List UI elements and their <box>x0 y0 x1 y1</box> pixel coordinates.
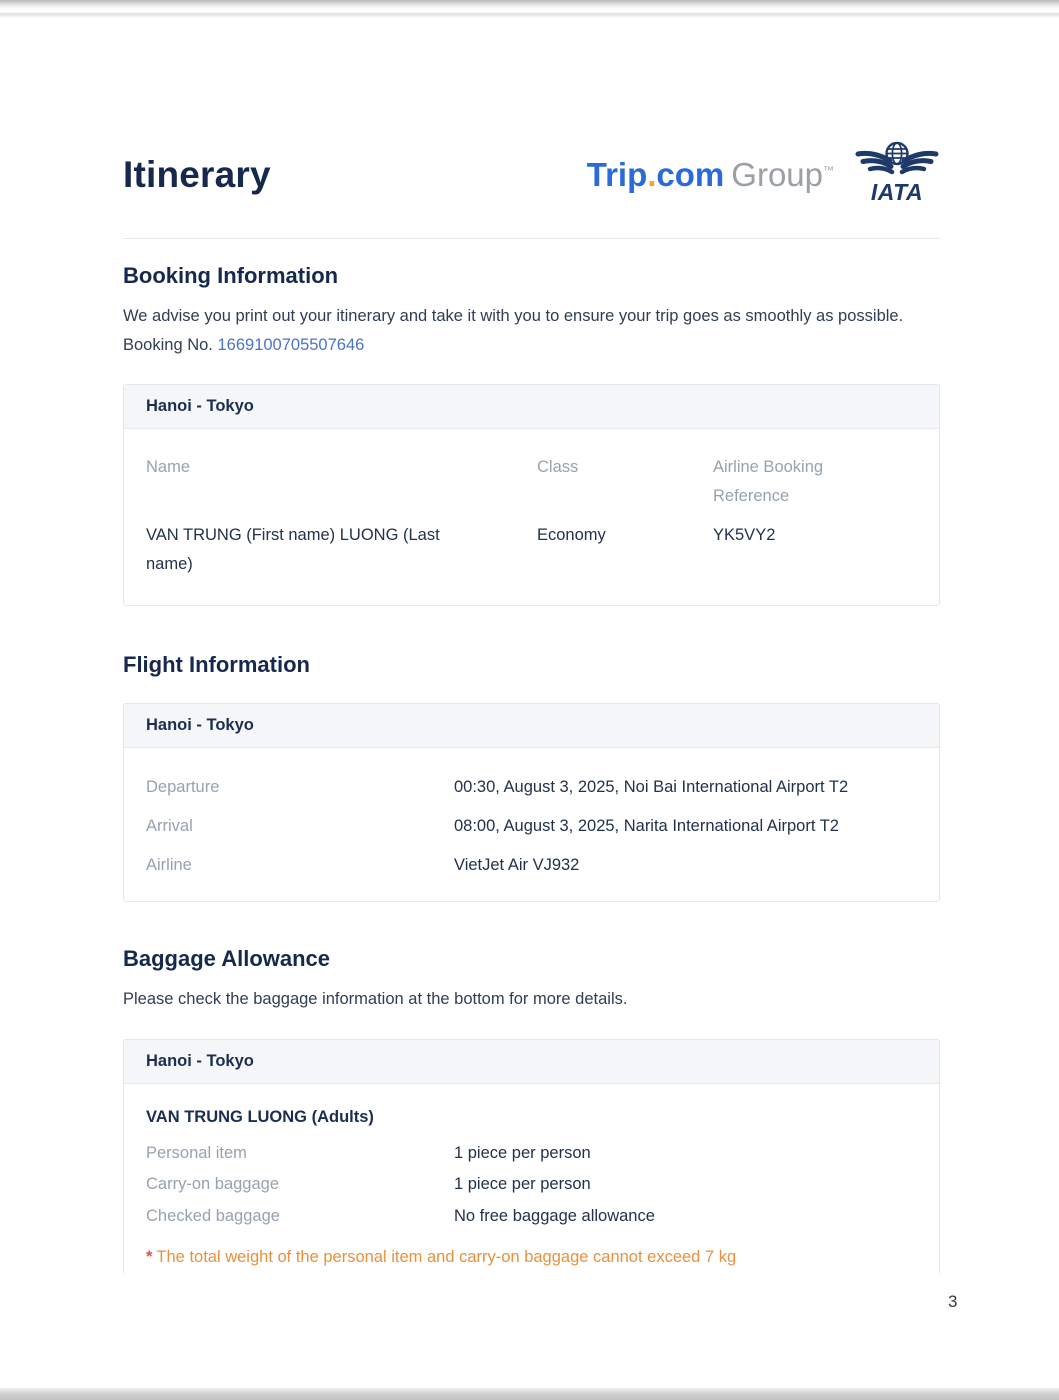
passenger-table-header <box>146 453 917 511</box>
column-header-airline-booking-reference: Airline Booking Reference <box>713 458 824 505</box>
booking-card-route-header: Hanoi - Tokyo <box>124 385 939 429</box>
booking-information-section <box>123 263 940 606</box>
baggage-row-carry-on <box>146 1169 917 1201</box>
passenger-class-cell: Economy <box>537 526 606 544</box>
document-header <box>123 140 940 209</box>
baggage-row-checked <box>146 1201 917 1233</box>
baggage-allowance-section <box>123 946 940 1273</box>
baggage-rows <box>146 1138 917 1233</box>
checked-baggage-value: No free baggage allowance <box>454 1206 655 1225</box>
column-header-name: Name <box>146 458 191 476</box>
carry-on-value: 1 piece per person <box>454 1175 591 1193</box>
scan-edge-bottom <box>0 1388 1059 1400</box>
warning-text: The total weight of the personal item and carry-on baggage cannot exceed 7 kg <box>156 1248 737 1266</box>
print-advice-text: We advise you print out your itinerary and take it with you to ensure your trip goes as smoothly as possible. <box>123 307 904 325</box>
airline-value: VietJet Air VJ932 <box>454 856 580 874</box>
baggage-weight-warning <box>146 1244 917 1270</box>
personal-item-label: Personal item <box>146 1143 247 1162</box>
baggage-card-route-header: Hanoi - Tokyo <box>124 1040 939 1084</box>
column-header-class: Class <box>537 458 579 476</box>
baggage-note-text: Please check the baggage information at the bottom for more details. <box>123 990 628 1008</box>
page-number: 3 <box>948 1292 958 1311</box>
booking-number-label: Booking No. <box>123 335 213 354</box>
passenger-name-cell: VAN TRUNG (First name) LUONG (Last name) <box>146 526 440 573</box>
iata-logo-text: IATA <box>870 179 924 204</box>
booking-number-line <box>123 331 940 360</box>
header-divider <box>123 238 940 239</box>
iata-logo-icon <box>854 140 940 209</box>
warning-asterisk: * <box>146 1248 153 1266</box>
flight-row-arrival <box>146 807 917 846</box>
trip-logo-com: com <box>656 155 725 193</box>
flight-card-body <box>124 748 939 901</box>
trip-com-group-logo <box>587 156 834 194</box>
personal-item-value: 1 piece per person <box>454 1143 591 1162</box>
arrival-label: Arrival <box>146 817 193 835</box>
departure-label: Departure <box>146 778 220 796</box>
baggage-card-body <box>124 1084 939 1273</box>
passenger-table-row <box>146 521 917 579</box>
trip-logo-dot: . <box>647 155 657 193</box>
baggage-row-personal-item <box>146 1138 917 1170</box>
airline-label: Airline <box>146 856 192 874</box>
flight-row-airline <box>146 846 917 885</box>
flight-information-heading: Flight Information <box>123 652 310 677</box>
passenger-reference-cell: YK5VY2 <box>713 526 776 544</box>
trip-logo-group: Group <box>731 155 823 193</box>
carry-on-label: Carry-on baggage <box>146 1175 279 1193</box>
flight-row-departure <box>146 768 917 807</box>
booking-card <box>123 384 940 606</box>
trademark-symbol: ™ <box>823 164 834 177</box>
baggage-card <box>123 1039 940 1273</box>
header-logos <box>587 140 940 209</box>
checked-baggage-label: Checked baggage <box>146 1206 280 1225</box>
booking-card-body <box>124 429 939 605</box>
booking-information-heading: Booking Information <box>123 263 339 288</box>
page-title: Itinerary <box>123 153 271 195</box>
trip-logo-text: Trip <box>586 155 648 193</box>
flight-information-section <box>123 652 940 902</box>
baggage-passenger-name: VAN TRUNG LUONG (Adults) <box>146 1107 374 1126</box>
baggage-allowance-heading: Baggage Allowance <box>123 946 331 971</box>
document-content <box>123 0 940 1273</box>
arrival-value: 08:00, August 3, 2025, Narita International Airport T2 <box>454 817 839 835</box>
flight-card <box>123 703 940 902</box>
flight-card-route-header: Hanoi - Tokyo <box>124 704 939 748</box>
departure-value: 00:30, August 3, 2025, Noi Bai International Airport T2 <box>454 778 849 796</box>
booking-number-link[interactable]: 1669100705507646 <box>217 335 365 354</box>
